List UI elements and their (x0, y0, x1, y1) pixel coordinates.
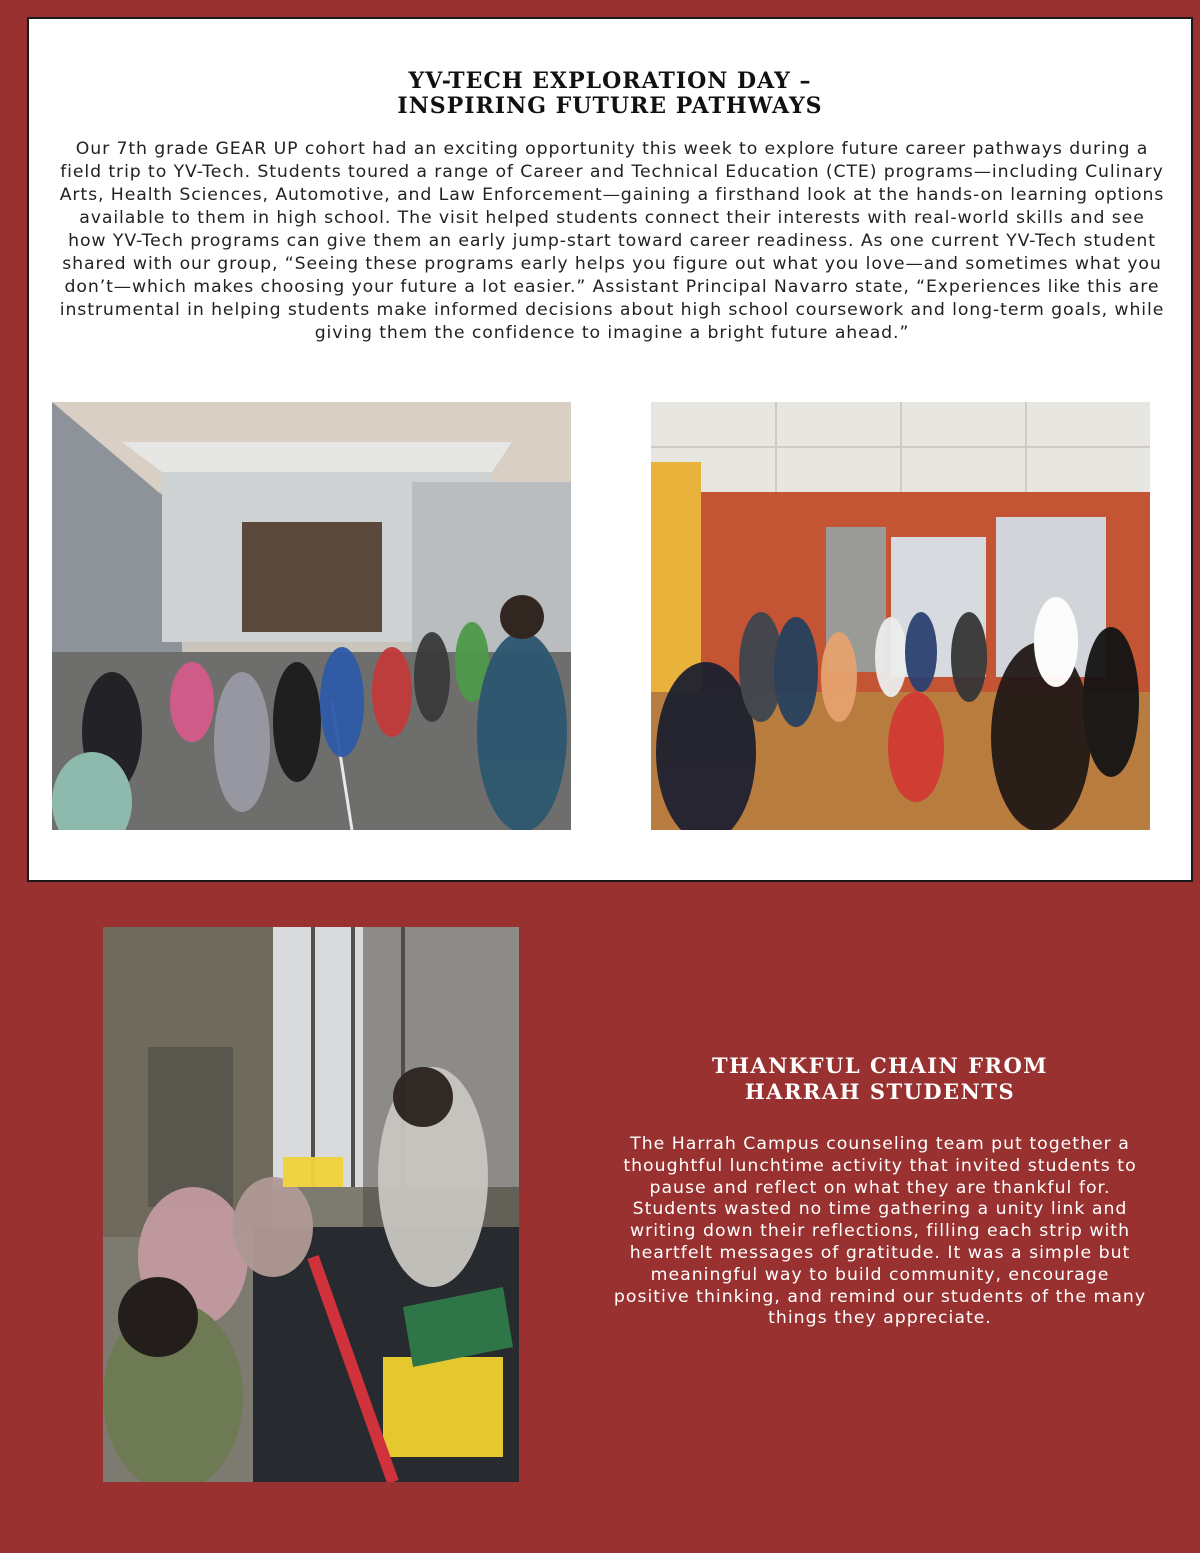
article-title-line-1: YV-TECH EXPLORATION DAY – (408, 68, 812, 94)
article-title (29, 69, 1191, 119)
indoor-group-photo (651, 402, 1150, 830)
outdoor-group-photo (52, 402, 571, 830)
thankful-chain-title-line-1: THANKFUL CHAIN FROM (711, 1053, 1049, 1078)
classroom-activity-photo (103, 927, 519, 1482)
article-title-line-2: INSPIRING FUTURE PATHWAYS (397, 93, 823, 119)
thankful-chain-title-line-2: HARRAH STUDENTS (744, 1079, 1016, 1104)
thankful-chain-body: The Harrah Campus counseling team put together a thoughtful lunchtime activity that invited students to pause and reflect on what they are thankful for. Students wasted no time gathering a unity link and writing down their reflections, filling each strip with heartfelt messages of gratitude. It was a simple but meaningful way to build community, encourage positive thinking, and remind our students of the many things they appreciate. (613, 1134, 1147, 1329)
thankful-chain-title (630, 1053, 1130, 1105)
article-body: Our 7th grade GEAR UP cohort had an exciting opportunity this week to explore future career pathways during a field trip to YV-Tech. Students toured a range of Career and Technical Education (CTE) programs—including Culinary Arts, Health Sciences, Automotive, and Law Enforcement—gaining a firsthand look at the hands-on learning options available to them in high school. The visit helped students connect their interests with real-world skills and see how YV-Tech programs can give them an early jump-start toward career readiness. As one current YV-Tech student shared with our group, “Seeing these programs early helps you figure out what you love—and sometimes what you don’t—which makes choosing your future a lot easier.” Assistant Principal Navarro state, “Experiences like this are instrumental in helping students make informed decisions about high school coursework and long-term goals, while giving them the confidence to imagine a bright future ahead.” (59, 139, 1165, 343)
